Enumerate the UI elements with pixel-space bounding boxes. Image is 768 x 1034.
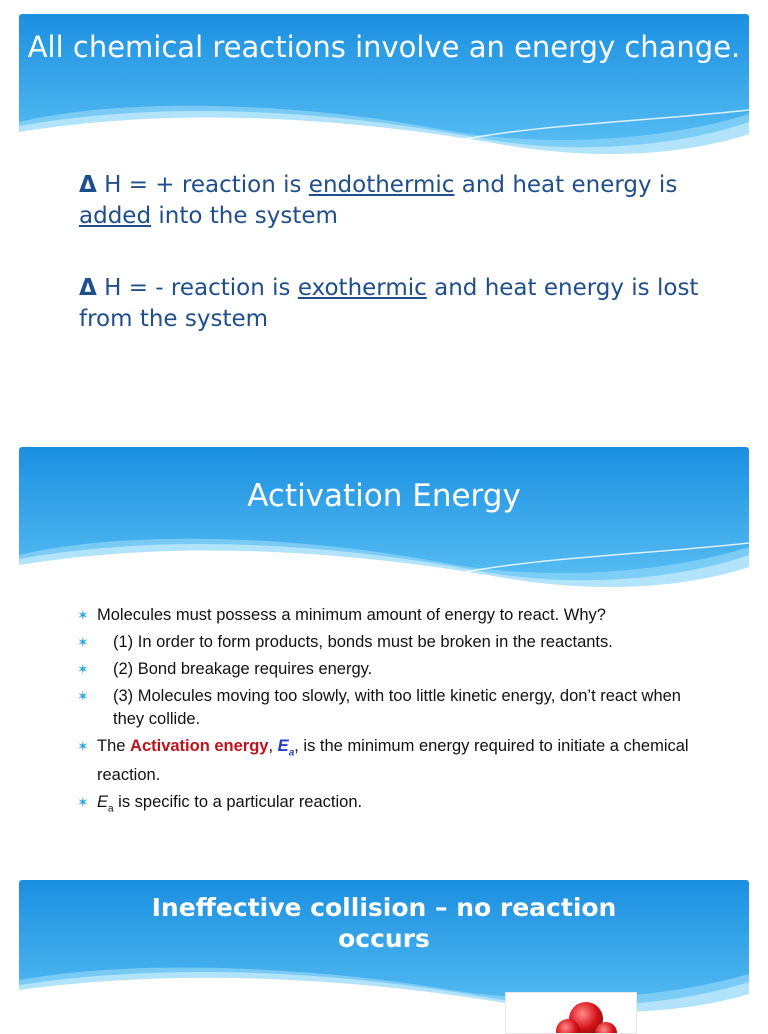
list-item: [77, 735, 697, 787]
slide-energy-change: [19, 14, 749, 434]
bullet-text: (2) Bond breakage requires energy.: [113, 660, 373, 678]
exothermic-term: exothermic: [297, 275, 427, 301]
slide-banner: [19, 14, 749, 164]
slide-banner: [19, 880, 749, 1030]
bullet-text: (1) In order to form products, bonds must be broken in the reactants.: [113, 633, 613, 651]
text-fragment: H = + reaction is: [96, 172, 309, 198]
ea-subscript: a: [108, 803, 114, 815]
molecule-icon: [506, 993, 636, 1033]
wave-banner-graphic: [19, 447, 749, 597]
text-fragment: H = - reaction is: [96, 275, 298, 301]
bullet-text: is specific to a particular reaction.: [113, 793, 363, 812]
ea-letter: E: [277, 737, 289, 755]
list-item: [77, 631, 697, 654]
list-item: [77, 791, 697, 820]
delta-symbol: Δ: [79, 172, 97, 198]
bullet-text: The: [97, 737, 131, 755]
bullet-text: , is the minimum energy required to initiate a chemical reaction.: [97, 737, 689, 785]
star-bullet-icon: ✶: [77, 634, 89, 650]
ea-symbol: [277, 737, 295, 759]
slide-title: All chemical reactions involve an energy change.: [27, 30, 741, 64]
exothermic-statement: [79, 273, 699, 335]
star-bullet-icon: ✶: [77, 738, 89, 754]
text-fragment: and heat energy is: [454, 172, 678, 198]
star-bullet-icon: ✶: [77, 607, 89, 623]
bullet-list: [77, 604, 697, 825]
slide-title: Activation Energy: [247, 478, 521, 514]
ea-letter: E: [97, 793, 109, 812]
slide-activation-energy: [19, 447, 749, 867]
bullet-text: Molecules must possess a minimum amount of energy to react. Why?: [97, 606, 606, 624]
activation-energy-term: Activation energy: [130, 737, 269, 755]
delta-symbol: Δ: [79, 275, 97, 301]
star-bullet-icon: ✶: [77, 794, 89, 811]
list-item: [77, 685, 697, 731]
star-bullet-icon: ✶: [77, 661, 89, 677]
text-fragment: and heat energy is lost from the system: [79, 275, 699, 332]
endothermic-statement: [79, 170, 699, 232]
bullet-text: ,: [268, 737, 278, 755]
molecule-illustration: [505, 992, 637, 1034]
slide-ineffective-collision: [19, 880, 749, 1024]
slide-title: Ineffective collision – no reaction occurs: [151, 893, 617, 953]
endothermic-term: endothermic: [308, 172, 455, 198]
list-item: [77, 604, 697, 627]
added-term: added: [79, 203, 152, 229]
text-fragment: into the system: [151, 203, 338, 229]
list-item: [77, 658, 697, 681]
bullet-text: (3) Molecules moving too slowly, with too little kinetic energy, don’t react when they collide.: [113, 687, 681, 728]
slide-banner: [19, 447, 749, 597]
ea-subscript: a: [288, 747, 295, 759]
star-bullet-icon: ✶: [77, 688, 89, 704]
